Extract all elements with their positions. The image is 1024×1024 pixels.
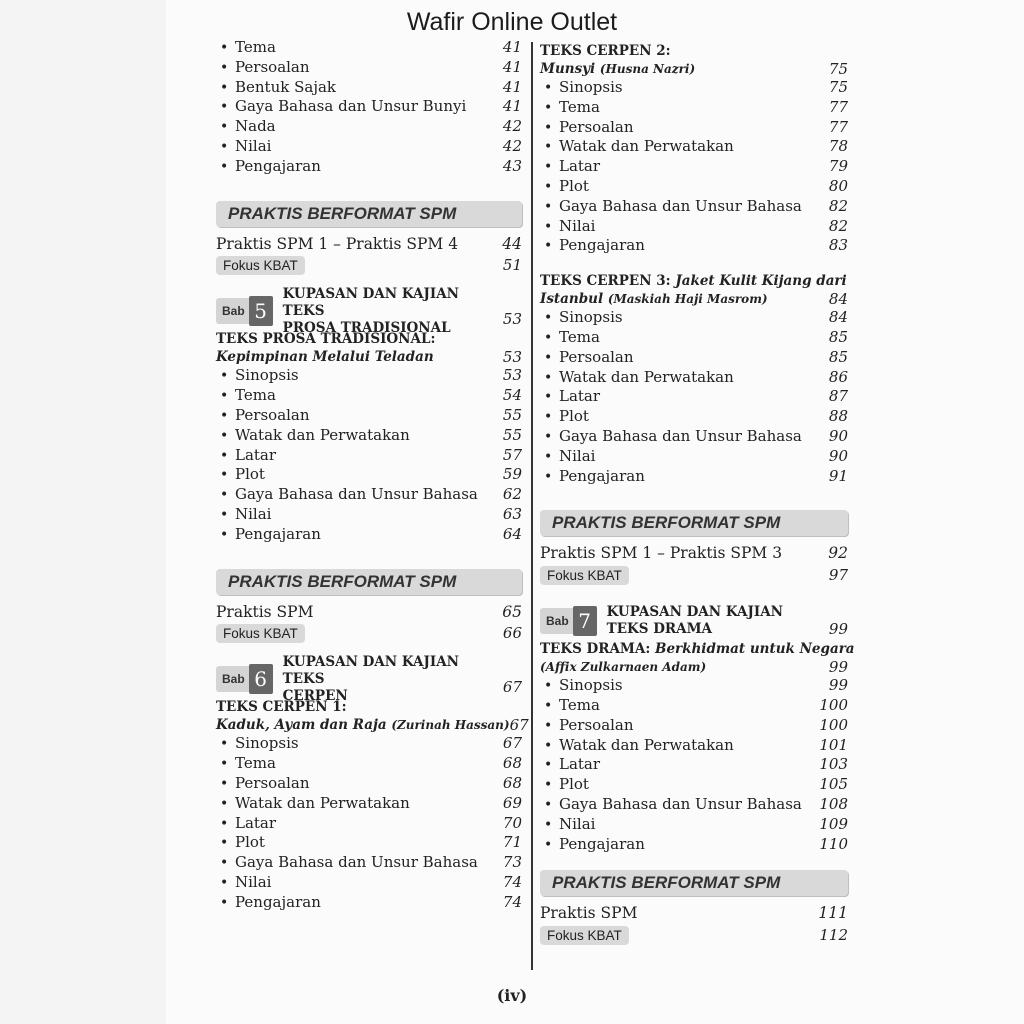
entry-label: • Pengajaran — [216, 525, 321, 546]
entry-page: 79 — [828, 157, 848, 176]
entry-label: • Latar — [216, 446, 276, 467]
toc-entry[interactable] — [540, 835, 848, 855]
praktis-banner: PRAKTIS BERFORMAT SPM — [540, 510, 848, 536]
toc-entry[interactable] — [540, 217, 848, 237]
entry-page: 53 — [502, 366, 522, 385]
toc-entry[interactable] — [540, 544, 848, 564]
toc-entry[interactable] — [216, 465, 522, 485]
toc-entry[interactable] — [540, 60, 848, 78]
toc-entry[interactable] — [216, 78, 522, 98]
entry-page: 91 — [828, 466, 848, 485]
entry-page: 65 — [502, 602, 522, 621]
text-heading — [540, 272, 848, 290]
entry-page: 83 — [828, 236, 848, 255]
toc-entry[interactable] — [540, 236, 848, 256]
entry-label: • Persoalan — [216, 774, 310, 795]
toc-entry[interactable] — [216, 833, 522, 853]
toc-entry[interactable] — [540, 177, 848, 197]
entry-page: 109 — [819, 814, 848, 833]
entry-page: 41 — [502, 77, 522, 96]
toc-entry[interactable] — [216, 485, 522, 505]
entry-label: • Pengajaran — [540, 467, 645, 488]
text-author: (Maskiah Haji Masrom) — [607, 292, 768, 307]
bab-number: 5 — [249, 296, 273, 326]
entry-label: • Sinopsis — [216, 734, 299, 755]
toc-entry[interactable] — [216, 386, 522, 406]
entry-page: 53 — [502, 310, 522, 329]
entry-page: 99 — [828, 620, 848, 639]
entry-label: • Tema — [540, 328, 600, 349]
entry-label: • Pengajaran — [540, 236, 645, 257]
toc-entry[interactable] — [540, 427, 848, 447]
entry-label: • Sinopsis — [540, 308, 623, 329]
entry-label: • Latar — [216, 814, 276, 835]
text-heading — [540, 640, 855, 658]
entry-label: • Gaya Bahasa dan Unsur Bahasa — [540, 795, 802, 816]
bab-label: Bab — [222, 672, 245, 687]
entry-label: • Pengajaran — [216, 157, 321, 178]
text-author: (Affix Zulkarnaen Adam) — [540, 660, 707, 675]
entry-label: Praktis SPM 1 – Praktis SPM 3 — [540, 544, 783, 563]
toc-entry[interactable] — [540, 78, 848, 98]
text-heading-label: TEKS CERPEN 1: — [216, 699, 347, 716]
entry-page: 84 — [828, 308, 848, 327]
entry-page: 111 — [818, 904, 848, 923]
entry-page: 67 — [502, 678, 522, 697]
entry-page: 66 — [502, 624, 522, 643]
text-title: Kaduk, Ayam dan Raja — [216, 717, 387, 734]
text-author: (Zurinah Hassan) — [391, 718, 510, 733]
chapter-title-line: KUPASAN DAN KAJIAN TEKS — [282, 285, 460, 319]
entry-page: 54 — [502, 386, 522, 405]
entry-label: • Gaya Bahasa dan Unsur Bahasa — [540, 427, 802, 448]
entry-page: 90 — [828, 426, 848, 445]
kbat-entry[interactable] — [540, 564, 848, 586]
entry-label: • Plot — [216, 833, 265, 854]
entry-page: 112 — [819, 926, 848, 945]
kbat-badge: Fokus KBAT — [216, 256, 305, 275]
entry-page: 105 — [819, 775, 848, 794]
entry-label: • Gaya Bahasa dan Unsur Bunyi — [216, 97, 466, 118]
kbat-entry[interactable] — [540, 924, 848, 946]
entry-label: • Pengajaran — [540, 835, 645, 856]
entry-page: 82 — [828, 196, 848, 215]
entry-label: • Watak dan Perwatakan — [540, 137, 734, 158]
toc-entry[interactable] — [540, 308, 848, 328]
entry-page: 78 — [828, 137, 848, 156]
chapter-badge — [216, 666, 273, 692]
toc-entry[interactable] — [540, 696, 848, 716]
entry-label: • Latar — [540, 755, 600, 776]
toc-entry[interactable] — [540, 467, 848, 487]
entry-page: 55 — [502, 405, 522, 424]
toc-entry[interactable] — [216, 716, 529, 735]
entry-page: 77 — [828, 97, 848, 116]
entry-page: 103 — [819, 755, 848, 774]
chapter-badge — [540, 608, 597, 634]
entry-page: 84 — [828, 290, 848, 309]
toc-entry[interactable] — [216, 38, 522, 58]
toc-entry[interactable] — [540, 197, 848, 217]
text-heading-label: TEKS PROSA TRADISIONAL: — [216, 331, 436, 348]
entry-page: 70 — [502, 813, 522, 832]
toc-list — [216, 366, 522, 544]
entry-label: • Sinopsis — [216, 366, 299, 387]
entry-page: 100 — [819, 715, 848, 734]
entry-label: • Gaya Bahasa dan Unsur Bahasa — [216, 485, 478, 506]
toc-entry[interactable] — [216, 426, 522, 446]
entry-page: 74 — [502, 872, 522, 891]
text-title: Jaket Kulit Kijang dari — [675, 273, 847, 290]
toc-entry[interactable] — [540, 407, 848, 427]
entry-label: • Tema — [540, 696, 600, 717]
toc-entry[interactable] — [540, 290, 848, 308]
entry-label: • Gaya Bahasa dan Unsur Bahasa — [216, 853, 478, 874]
entry-page: 44 — [502, 234, 522, 253]
toc-entry[interactable] — [216, 446, 522, 466]
toc-entry[interactable] — [540, 118, 848, 138]
entry-page: 53 — [502, 348, 522, 367]
entry-page: 68 — [502, 754, 522, 773]
entry-page: 99 — [828, 676, 848, 695]
entry-label: • Tema — [540, 98, 600, 119]
entry-page: 74 — [502, 892, 522, 911]
text-heading-label: TEKS CERPEN 3: — [540, 273, 671, 290]
entry-page: 55 — [502, 425, 522, 444]
toc-entry[interactable] — [540, 716, 848, 736]
entry-label: • Sinopsis — [540, 78, 623, 99]
toc-entry[interactable] — [540, 795, 848, 815]
entry-page: 80 — [828, 176, 848, 195]
entry-page: 86 — [828, 367, 848, 386]
entry-page: 75 — [828, 78, 848, 96]
entry-page: 63 — [502, 504, 522, 523]
entry-page: 97 — [828, 566, 848, 585]
toc-entry[interactable] — [216, 873, 522, 893]
entry-label: • Watak dan Perwatakan — [540, 368, 734, 389]
entry-label: • Gaya Bahasa dan Unsur Bahasa — [540, 197, 802, 218]
entry-page: 90 — [828, 446, 848, 465]
entry-label: • Nada — [216, 117, 276, 138]
entry-page: 75 — [828, 60, 848, 78]
toc-entry[interactable] — [540, 775, 848, 795]
chapter-title — [607, 604, 829, 638]
entry-label: • Nilai — [540, 217, 595, 238]
entry-page: 41 — [502, 97, 522, 116]
kbat-entry[interactable] — [216, 254, 522, 276]
toc-entry[interactable] — [540, 815, 848, 835]
entry-page: 87 — [828, 387, 848, 406]
entry-label: • Pengajaran — [216, 893, 321, 914]
toc-entry[interactable] — [216, 366, 522, 386]
toc-entry[interactable] — [216, 406, 522, 426]
toc-entry[interactable] — [540, 658, 848, 676]
entry-label: • Persoalan — [216, 406, 310, 427]
entry-label: • Persoalan — [216, 58, 310, 79]
entry-page: 85 — [828, 327, 848, 346]
entry-page: 41 — [502, 38, 522, 56]
toc-entry[interactable] — [216, 235, 522, 255]
bab-number: 7 — [573, 606, 597, 636]
entry-label: • Nilai — [540, 447, 595, 468]
entry-page: 57 — [502, 445, 522, 464]
toc-entry[interactable] — [540, 98, 848, 118]
entry-label: • Tema — [216, 386, 276, 407]
text-author: (Husna Nazri) — [599, 62, 696, 76]
toc-list — [540, 78, 848, 256]
watermark-text: Wafir Online Outlet — [406, 8, 618, 36]
entry-label: • Watak dan Perwatakan — [216, 794, 410, 815]
entry-page: 59 — [502, 465, 522, 484]
praktis-banner: PRAKTIS BERFORMAT SPM — [216, 201, 522, 227]
text-heading-label: TEKS CERPEN 2: — [540, 43, 671, 59]
chapter-title-line: PROSA TRADISIONAL — [282, 319, 451, 336]
kbat-entry[interactable] — [216, 622, 522, 644]
entry-label: • Nilai — [216, 505, 271, 526]
toc-entry[interactable] — [216, 853, 522, 873]
entry-label: • Plot — [540, 775, 589, 796]
entry-page: 110 — [819, 834, 848, 853]
bab-number: 6 — [249, 664, 273, 694]
toc-entry[interactable] — [216, 754, 522, 774]
toc-entry[interactable] — [216, 137, 522, 157]
entry-label: Praktis SPM 1 – Praktis SPM 4 — [216, 234, 459, 253]
toc-entry[interactable] — [540, 755, 848, 775]
entry-label: • Persoalan — [540, 348, 634, 369]
toc-entry[interactable] — [540, 736, 848, 756]
toc-entry[interactable] — [540, 368, 848, 388]
text-title: Berkhidmat untuk Negara — [655, 641, 855, 658]
entry-label: Praktis SPM — [216, 602, 314, 621]
chapter-title — [283, 286, 503, 337]
toc-entry[interactable] — [216, 893, 522, 913]
toc-entry[interactable] — [540, 348, 848, 368]
chapter-title-line: CERPEN — [282, 687, 348, 704]
entry-page: 82 — [828, 216, 848, 235]
toc-entry[interactable] — [540, 157, 848, 177]
entry-page: 51 — [502, 256, 522, 275]
toc-entry[interactable] — [540, 904, 848, 924]
entry-page: 71 — [502, 833, 522, 852]
chapter-title — [283, 654, 503, 705]
entry-label: • Nilai — [216, 873, 271, 894]
toc-entry[interactable] — [540, 447, 848, 467]
toc-entry[interactable] — [216, 603, 522, 623]
column-divider — [531, 42, 533, 970]
praktis-banner: PRAKTIS BERFORMAT SPM — [216, 569, 522, 595]
entry-label: • Plot — [540, 407, 589, 428]
entry-page: 73 — [502, 853, 522, 872]
praktis-banner: PRAKTIS BERFORMAT SPM — [540, 870, 848, 896]
entry-label: • Nilai — [216, 137, 271, 158]
entry-page: 88 — [828, 407, 848, 426]
toc-entry[interactable] — [216, 794, 522, 814]
entry-label: • Plot — [540, 177, 589, 198]
toc-entry[interactable] — [216, 97, 522, 117]
toc-list — [216, 38, 522, 177]
chapter-badge — [216, 298, 273, 324]
toc-entry[interactable] — [216, 525, 522, 545]
entry-page: 100 — [819, 695, 848, 714]
entry-page: 68 — [502, 773, 522, 792]
entry-label: • Latar — [540, 387, 600, 408]
kbat-badge: Fokus KBAT — [540, 566, 629, 585]
entry-label: • Watak dan Perwatakan — [216, 426, 410, 447]
chapter-title-line: TEKS DRAMA — [606, 621, 713, 638]
entry-label: • Plot — [216, 465, 265, 486]
entry-page: 62 — [502, 485, 522, 504]
bab-label: Bab — [546, 614, 569, 629]
text-title: Munsyi — [540, 61, 596, 77]
entry-label: • Persoalan — [540, 118, 634, 139]
entry-page: 101 — [819, 735, 848, 754]
entry-page: 85 — [828, 347, 848, 366]
text-heading-label: TEKS DRAMA: — [540, 641, 651, 658]
toc-entry[interactable] — [216, 117, 522, 137]
toc-entry[interactable] — [216, 157, 522, 177]
toc-entry[interactable] — [216, 734, 522, 754]
toc-left-column — [216, 38, 529, 913]
toc-entry[interactable] — [216, 58, 522, 78]
text-title: Istanbul — [540, 291, 604, 308]
entry-label: • Persoalan — [540, 716, 634, 737]
entry-label: • Nilai — [540, 815, 595, 836]
text-heading — [540, 42, 848, 60]
toc-entry[interactable] — [216, 505, 522, 525]
chapter-title-line: KUPASAN DAN KAJIAN — [606, 604, 784, 621]
entry-page: 64 — [502, 524, 522, 543]
kbat-badge: Fokus KBAT — [216, 624, 305, 643]
entry-label: • Tema — [216, 754, 276, 775]
entry-page: 41 — [502, 57, 522, 76]
entry-page: 67 — [509, 716, 529, 735]
entry-label: • Tema — [216, 38, 276, 59]
chapter-heading[interactable] — [216, 653, 522, 704]
entry-label: • Sinopsis — [540, 676, 623, 697]
bab-label: Bab — [222, 304, 245, 319]
toc-entry[interactable] — [540, 676, 848, 696]
entry-page: 67 — [502, 734, 522, 753]
toc-entry[interactable] — [540, 137, 848, 157]
entry-label: • Bentuk Sajak — [216, 78, 336, 99]
toc-entry[interactable] — [540, 328, 848, 348]
entry-page: 42 — [502, 117, 522, 136]
toc-entry[interactable] — [216, 814, 522, 834]
toc-list — [540, 676, 848, 854]
entry-page: 99 — [828, 658, 848, 677]
entry-page: 42 — [502, 136, 522, 155]
text-title: Kepimpinan Melalui Teladan — [216, 349, 434, 366]
kbat-badge: Fokus KBAT — [540, 926, 629, 945]
toc-list — [540, 308, 848, 486]
entry-label: • Watak dan Perwatakan — [540, 736, 734, 757]
entry-page: 92 — [828, 544, 848, 563]
toc-entry[interactable] — [540, 387, 848, 407]
toc-entry[interactable] — [216, 348, 522, 366]
page-gutter — [0, 0, 166, 1024]
entry-page: 43 — [502, 156, 522, 175]
entry-label: • Latar — [540, 157, 600, 178]
toc-right-column — [540, 42, 855, 946]
entry-page: 69 — [502, 793, 522, 812]
entry-label: Praktis SPM — [540, 904, 638, 923]
chapter-heading[interactable] — [216, 285, 522, 336]
toc-list — [216, 734, 522, 912]
chapter-title-line: KUPASAN DAN KAJIAN TEKS — [282, 653, 460, 687]
chapter-heading[interactable] — [540, 602, 848, 640]
entry-page: 77 — [828, 117, 848, 136]
entry-page: 108 — [819, 794, 848, 813]
page-number: (iv) — [496, 986, 528, 1005]
toc-entry[interactable] — [216, 774, 522, 794]
